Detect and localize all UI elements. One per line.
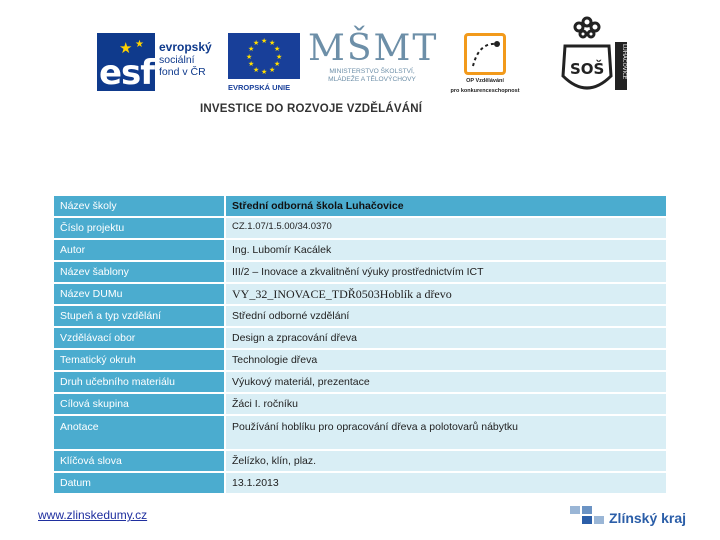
- row-value: Technologie dřeva: [225, 349, 666, 371]
- svg-text:★: ★: [269, 40, 276, 47]
- svg-text:★: ★: [253, 67, 260, 74]
- table-row: [54, 472, 666, 494]
- row-label: Číslo projektu: [54, 217, 225, 239]
- svg-text:★: ★: [261, 69, 268, 76]
- table-row: [54, 327, 666, 349]
- esf-mark: esf: [99, 53, 155, 93]
- sos-logo: [553, 14, 629, 104]
- svg-text:★: ★: [248, 61, 255, 68]
- eu-logo: [228, 33, 302, 95]
- opvk-label-1: OP Vzdělávání: [466, 78, 504, 84]
- zlinsky-kraj-squares-icon: [570, 504, 606, 528]
- row-label: Vzdělávací obor: [54, 327, 225, 349]
- row-value: 13.1.2013: [225, 472, 666, 494]
- table-row: [54, 305, 666, 327]
- sos-emblem-icon: [553, 14, 629, 104]
- esf-tagline-3: fond v ČR: [159, 66, 206, 78]
- table-row: [54, 393, 666, 415]
- opvk-square-icon: [464, 33, 506, 75]
- row-value: Výukový materiál, prezentace: [225, 371, 666, 393]
- svg-text:★: ★: [261, 38, 268, 45]
- eu-label: EVROPSKÁ UNIE: [228, 83, 291, 92]
- table-row: [54, 239, 666, 261]
- row-value: CZ.1.07/1.5.00/34.0370: [225, 217, 666, 239]
- eu-flag-icon: [228, 33, 300, 79]
- table-row: [54, 261, 666, 283]
- row-value: Žáci I. ročníku: [225, 393, 666, 415]
- row-value: Ing. Lubomír Kacálek: [225, 239, 666, 261]
- row-value: Želízko, klín, plaz.: [225, 450, 666, 472]
- svg-text:★: ★: [274, 46, 281, 53]
- row-label: Autor: [54, 239, 225, 261]
- svg-text:★: ★: [246, 54, 253, 61]
- website-link[interactable]: www.zlinskedumy.cz: [38, 508, 148, 522]
- investice-slogan: INVESTICE DO ROZVOJE VZDĚLÁVÁNÍ: [200, 103, 423, 115]
- row-label: Druh učebního materiálu: [54, 371, 225, 393]
- msmt-label-1: MINISTERSTVO ŠKOLSTVÍ,: [329, 68, 415, 75]
- msmt-label-2: MLÁDEŽE A TĚLOVÝCHOVY: [328, 76, 416, 83]
- row-label: Anotace: [54, 415, 225, 450]
- svg-text:★: ★: [119, 40, 133, 57]
- esf-tagline-1: evropský: [159, 40, 212, 54]
- row-label: Název DUMu: [54, 283, 225, 305]
- row-label: Klíčová slova: [54, 450, 225, 472]
- opvk-label-2: pro konkurenceschopnost: [450, 88, 520, 94]
- svg-text:★: ★: [135, 39, 144, 50]
- esf-tagline-2: sociální: [159, 54, 195, 66]
- svg-text:★: ★: [248, 46, 255, 53]
- table-row: [54, 283, 666, 305]
- row-value: III/2 – Inovace a zkvalitnění výuky prostřednictvím ICT: [225, 261, 666, 283]
- esf-tagline: [159, 41, 212, 78]
- info-table: [54, 196, 666, 495]
- row-label: Název školy: [54, 196, 225, 217]
- sos-mark: SOŠ: [570, 60, 605, 78]
- svg-text:★: ★: [269, 67, 276, 74]
- row-label: Cílová skupina: [54, 393, 225, 415]
- row-value: Střední odborná škola Luhačovice: [225, 196, 666, 217]
- table-row: [54, 217, 666, 239]
- table-row: [54, 415, 666, 450]
- logo-bar: [0, 0, 720, 130]
- esf-logo-box: [97, 33, 155, 91]
- table-row: [54, 371, 666, 393]
- opvk-logo: [448, 33, 522, 95]
- zlinsky-kraj-logo: [570, 504, 690, 530]
- row-label: Datum: [54, 472, 225, 494]
- svg-text:★: ★: [274, 61, 281, 68]
- zlinsky-kraj-text: Zlínský kraj: [609, 510, 687, 526]
- svg-text:★: ★: [253, 40, 260, 47]
- sos-side-label: LUHAČOVICE: [621, 44, 627, 80]
- msmt-logo: [308, 28, 439, 94]
- row-label: Název šablony: [54, 261, 225, 283]
- svg-text:★: ★: [276, 54, 283, 61]
- row-value: Design a zpracování dřeva: [225, 327, 666, 349]
- row-label: Tematický okruh: [54, 349, 225, 371]
- row-value: Používání hoblíku pro opracování dřeva a polotovarů nábytku: [225, 415, 666, 450]
- table-row: [54, 196, 666, 217]
- table-row: [54, 450, 666, 472]
- row-label: Stupeň a typ vzdělání: [54, 305, 225, 327]
- esf-logo: [97, 33, 222, 95]
- table-row: [54, 349, 666, 371]
- row-value: VY_32_INOVACE_TDŘ0503Hoblík a dřevo: [225, 283, 666, 305]
- msmt-mark: MŠMT: [308, 28, 439, 69]
- row-value: Střední odborné vzdělání: [225, 305, 666, 327]
